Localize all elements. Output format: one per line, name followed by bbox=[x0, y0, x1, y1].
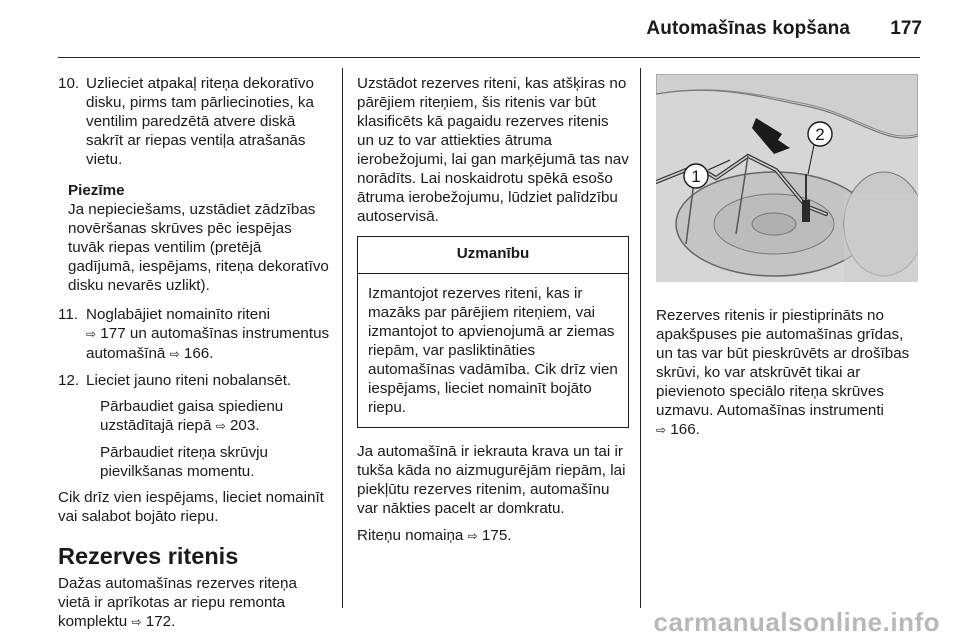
section-heading: Rezerves ritenis bbox=[58, 543, 239, 569]
page-reference-link[interactable]: 175. bbox=[481, 527, 512, 544]
watermark: carmanualsonline.info bbox=[653, 607, 940, 637]
callout-label-2: 2 bbox=[815, 125, 825, 144]
step-number: 11. bbox=[58, 306, 78, 323]
section-text: Dažas automašīnas rezerves riteņa vietā ir aprīkotas ar riepu remonta komplektu bbox=[58, 575, 297, 630]
cross-reference-arrow-icon: ⇨ bbox=[86, 327, 97, 341]
page-reference-link[interactable]: 203. bbox=[229, 417, 260, 434]
column-1 bbox=[58, 74, 330, 640]
step-11 bbox=[58, 305, 330, 364]
paragraph bbox=[656, 306, 922, 440]
step-text-continued: un automašīnas instrumentus automašīnā bbox=[86, 325, 330, 362]
step-text: Noglabājiet nomainīto riteni bbox=[86, 306, 271, 323]
caution-heading: Uzmanību bbox=[358, 237, 628, 274]
step-sub-paragraph bbox=[100, 397, 330, 436]
note-block bbox=[68, 181, 330, 295]
step-sub-paragraph: Pārbaudiet riteņa skrūvju pievilkšanas momentu. bbox=[100, 444, 268, 480]
column-3 bbox=[656, 74, 922, 448]
column-divider-1 bbox=[342, 68, 343, 608]
caution-text: Izmantojot rezerves riteni, kas ir mazāks par pārējiem riteņiem, vai izmantojot to apvienojumā ar ziemas riepām, var pasliktināties automašīnas vadāmība. Cik drīz vien iespējams, lieciet nomainīt bojāto riepu. bbox=[368, 285, 618, 416]
paragraph-text: Riteņu nomaiņa bbox=[357, 527, 464, 544]
page-reference-link[interactable]: 166. bbox=[670, 421, 700, 438]
header-rule bbox=[58, 57, 920, 58]
step-number: 12. bbox=[58, 372, 80, 389]
cross-reference-arrow-icon: ⇨ bbox=[215, 419, 226, 433]
page-header-title: Automašīnas kopšana bbox=[646, 18, 850, 39]
step-number: 10. bbox=[58, 75, 80, 92]
step-10 bbox=[58, 74, 330, 169]
cross-reference-arrow-icon: ⇨ bbox=[656, 423, 667, 437]
sub-text: Pārbaudiet gaisa spiedienu uzstādītajā riepā bbox=[100, 398, 284, 434]
cross-reference-arrow-icon: ⇨ bbox=[131, 615, 142, 629]
section-paragraph bbox=[58, 574, 330, 632]
cross-reference-arrow-icon: ⇨ bbox=[467, 529, 478, 543]
page-reference-link[interactable]: 177 bbox=[100, 325, 126, 342]
page-reference-link[interactable]: 172. bbox=[145, 613, 176, 630]
paragraph-text: Rezerves ritenis ir piestiprināts no apakšpuses pie automašīnas grīdas, un tas var būt pieskrūvēts ar drošības skrūvi, ko var atskrūvēt tikai ar pievienoto speciālo riteņa skrūves uzmavu. Automašīnas instrumenti bbox=[656, 307, 910, 419]
spare-wheel-illustration bbox=[656, 74, 918, 282]
step-text: Uzlieciet atpakaļ riteņa dekoratīvo disku, pirms tam pārliecinoties, ka ventilim paredzētā atvere diskā sakrīt ar riepas ventiļa atrašanās vietu. bbox=[86, 75, 314, 168]
step-12 bbox=[58, 371, 330, 481]
page-reference-link[interactable]: 166. bbox=[183, 345, 214, 362]
note-text: Ja nepieciešams, uzstādiet zādzības novēršanas skrūves pēc iespējas tuvāk riepas ventilim (pretējā gadījumā, iespējams, riteņa dekoratīvo disku nevarēs uzlikt). bbox=[68, 201, 329, 294]
step-text: Lieciet jauno riteni nobalansēt. bbox=[86, 372, 292, 389]
page-number: 177 bbox=[890, 18, 922, 39]
column-divider-2 bbox=[640, 68, 641, 608]
paragraph: Uzstādot rezerves riteni, kas atšķiras no pārējiem riteņiem, šis ritenis var būt klasificēts kā pagaidu rezerves ritenis un uz to var attiekties ātruma ierobežojumi, lai gan marķējumā tas nav norādīts. Lai noskaidrotu spēkā esošo ātruma ierobežojumu, lūdziet palīdzību autoservisā. bbox=[357, 75, 629, 225]
note-heading: Piezīme bbox=[68, 182, 125, 199]
callout-label-1: 1 bbox=[691, 167, 701, 186]
spare-wheel-drawing bbox=[656, 74, 918, 282]
paragraph bbox=[357, 526, 629, 546]
column-2 bbox=[357, 74, 629, 554]
paragraph: Ja automašīnā ir iekrauta krava un tai ir tukša kāda no aizmugurējām riepām, lai piekļūtu rezerves ritenim, automašīnu var nākties pacelt ar domkratu. bbox=[357, 443, 626, 517]
caution-box bbox=[357, 236, 629, 428]
paragraph: Cik drīz vien iespējams, lieciet nomainīt vai salabot bojāto riepu. bbox=[58, 489, 324, 525]
cross-reference-arrow-icon: ⇨ bbox=[169, 347, 180, 361]
